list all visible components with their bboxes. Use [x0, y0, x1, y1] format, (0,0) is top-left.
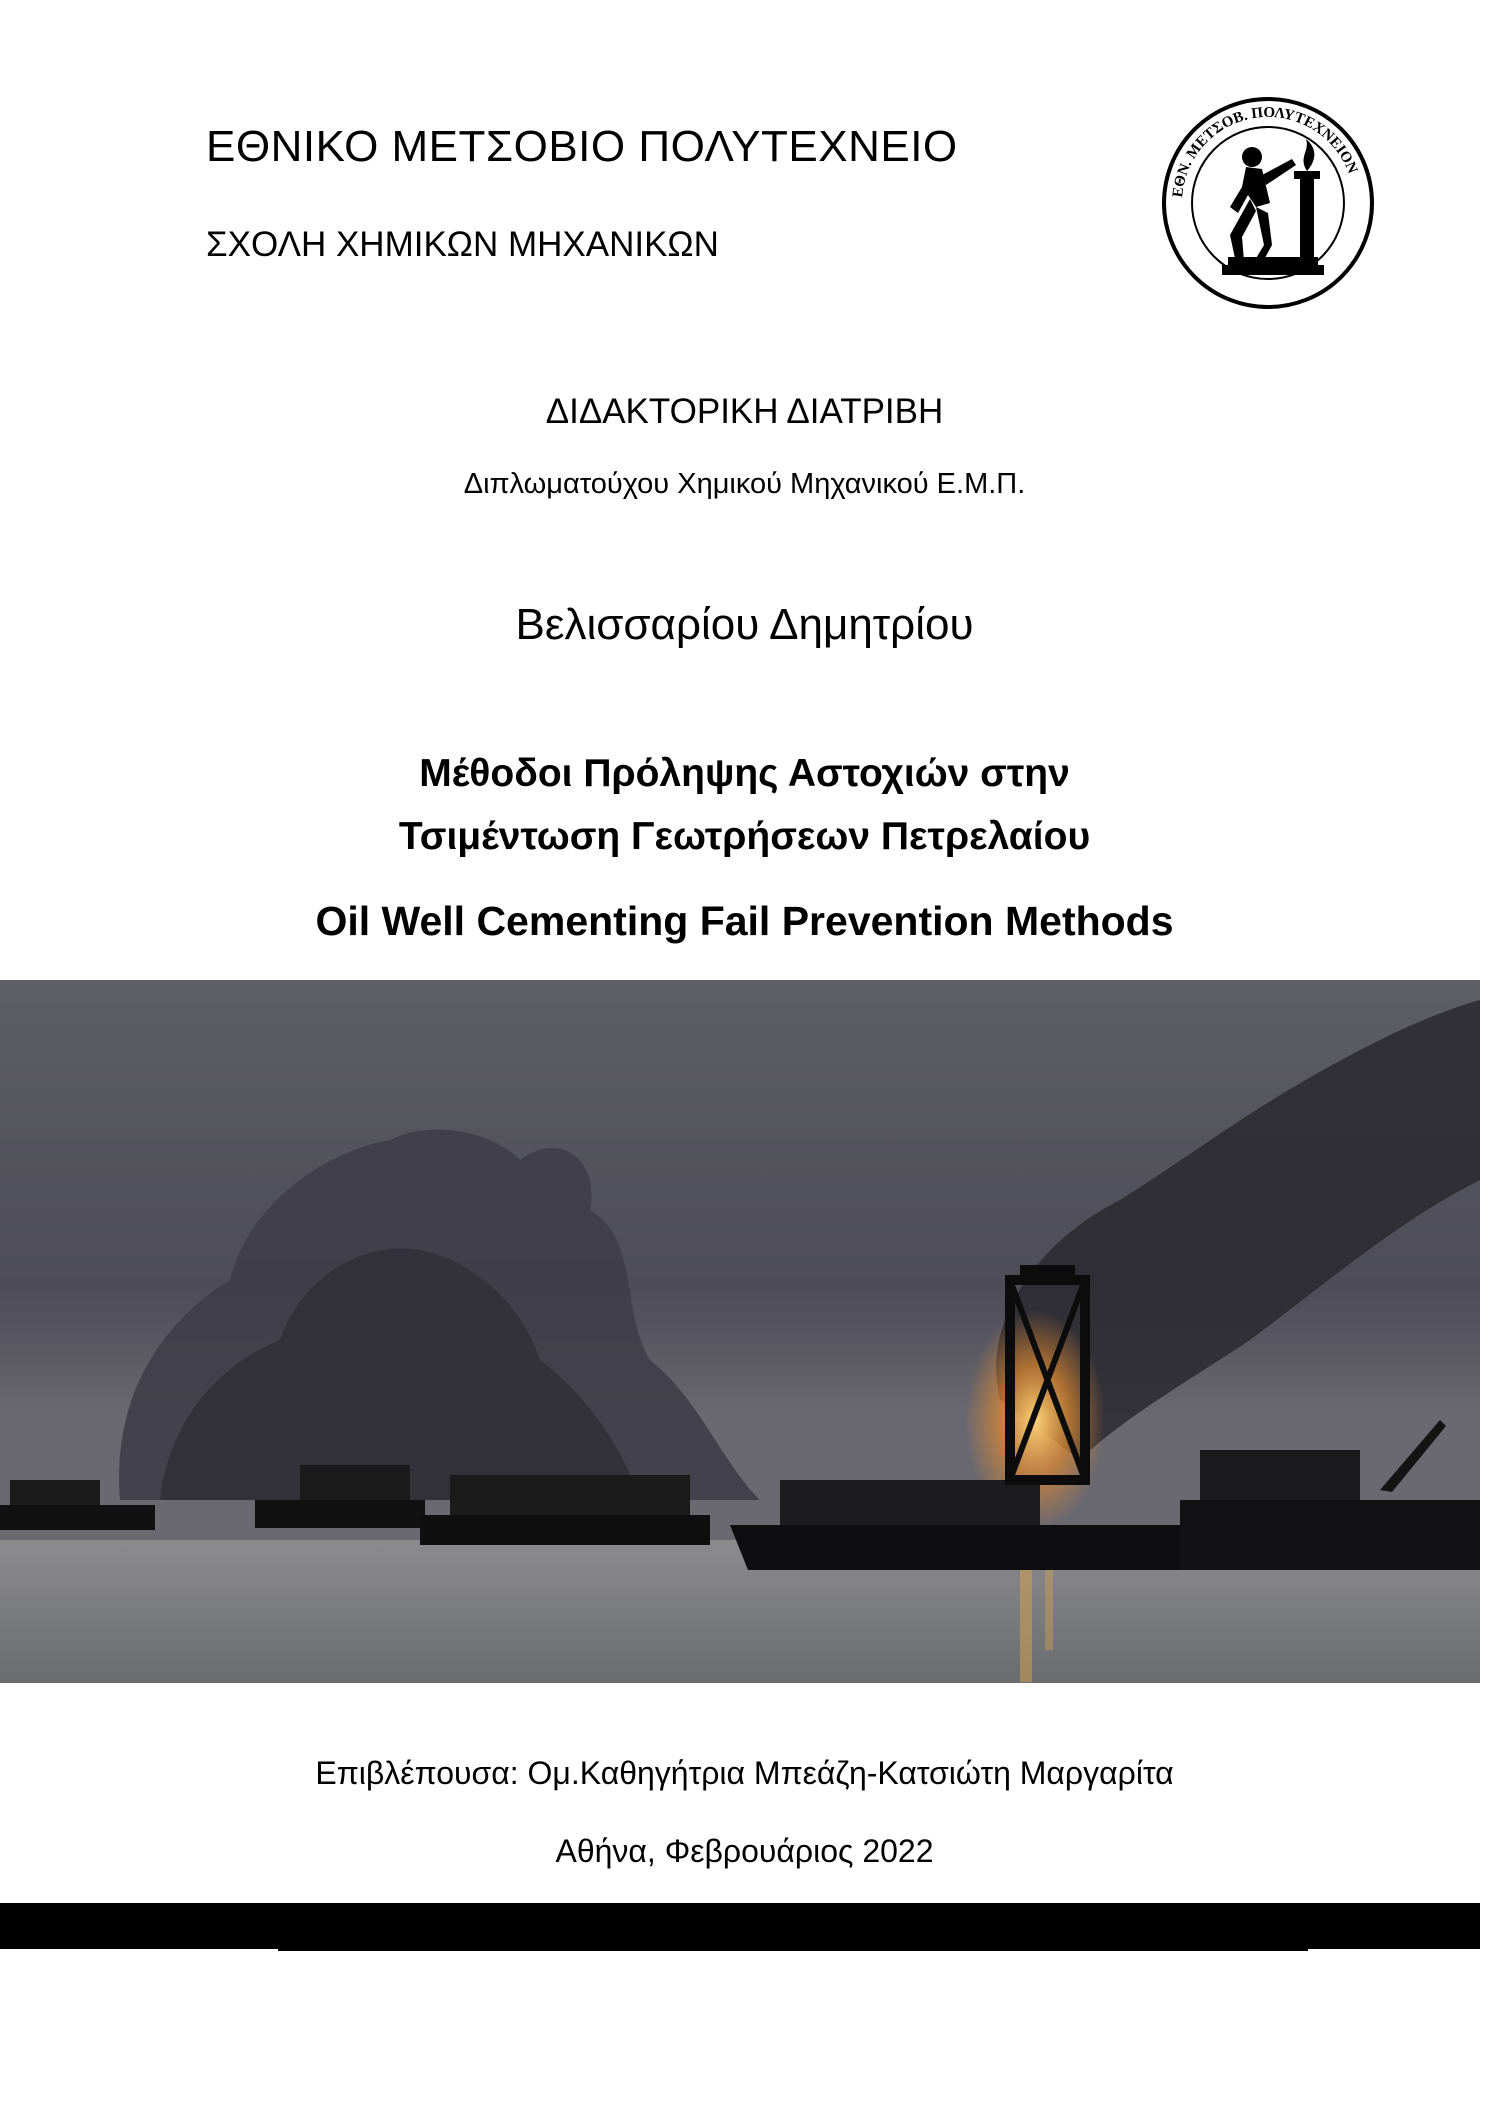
- cover-photo-oil-rigs: [0, 980, 1480, 1683]
- school-name: ΣΧΟΛΗ ΧΗΜΙΚΩΝ ΜΗΧΑΝΙΚΩΝ: [206, 225, 719, 264]
- place-and-date: Αθήνα, Φεβρουάριος 2022: [555, 1833, 934, 1869]
- svg-text:ΕΘΝ. ΜΕΤΣΟΒ. ΠΟΛΥΤΕΧΝΕΙΟΝ: ΕΘΝ. ΜΕΤΣΟΒ. ΠΟΛΥΤΕΧΝΕΙΟΝ: [1170, 104, 1361, 199]
- title-english: Oil Well Cementing Fail Prevention Methods: [315, 898, 1174, 944]
- document-type: ΔΙΔΑΚΤΟΡΙΚΗ ΔΙΑΤΡΙΒΗ: [545, 392, 944, 431]
- author-name: Βελισσαρίου Δημητρίου: [515, 600, 974, 649]
- title-greek-line-1: Μέθοδοι Πρόληψης Αστοχιών στην: [419, 752, 1070, 795]
- supervisor: Επιβλέπουσα: Ομ.Καθηγήτρια Μπεάζη-Κατσιώτη Μαργαρίτα: [315, 1755, 1174, 1791]
- footer-rule: [278, 1948, 1308, 1951]
- footer-bar: [0, 1903, 1480, 1949]
- author-degree: Διπλωματούχου Χημικού Μηχανικού Ε.Μ.Π.: [463, 468, 1026, 500]
- university-name: ΕΘΝΙΚΟ ΜΕΤΣΟΒΙΟ ΠΟΛΥΤΕΧΝΕΙΟ: [206, 122, 958, 171]
- title-greek-line-2: Τσιμέντωση Γεωτρήσεων Πετρελαίου: [398, 815, 1091, 858]
- prometheus-seal-icon: [1160, 95, 1376, 311]
